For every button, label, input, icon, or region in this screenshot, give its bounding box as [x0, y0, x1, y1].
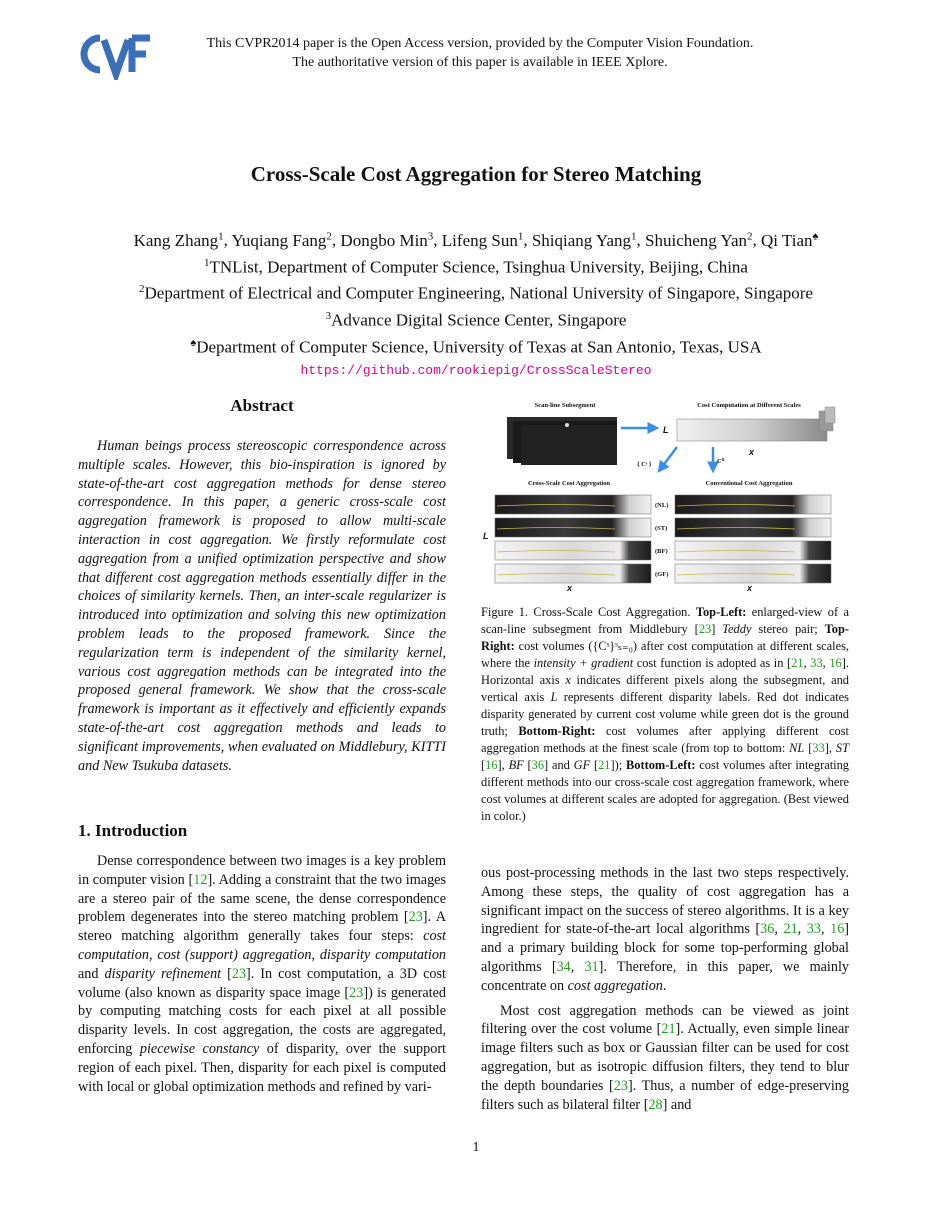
author-name: Shiqiang Yang$^1$	[531, 230, 637, 250]
citation-link[interactable]: 33	[812, 741, 825, 755]
axis-x-top: x	[749, 447, 755, 457]
multiscale-cost-volume	[677, 407, 835, 441]
fig-label-conventional: Conventional Cost Aggregation	[705, 480, 793, 487]
paper-title: Cross-Scale Cost Aggregation for Stereo Matching	[250, 162, 702, 186]
axis-x-bottom-left: x	[567, 583, 573, 593]
fig-label-cross-scale: Cross-Scale Cost Aggregation	[527, 480, 611, 487]
abstract-text: Human beings process stereoscopic correspondence across multiple scales. However, this bio-inspiration is ignored by state-of-the-art cost aggregation methods for dense stereo correspondence. In this paper, a generic cross-scale cost aggregation framework is proposed to allow multi-scale interaction in cost aggregation. We firstly reformulate cost aggregation from a unified optimization perspective and show that different cost aggregation methods essentially differ in the choices of similarity kernels. Then, an inter-scale regularizer is introduced into optimization and solving this new optimization problem leads to the proposed framework. Since the regularization term is independent of the similarity kernel, various cost aggregation methods can be integrated into the proposed general framework. We show that the cross-scale framework is important as it effectively and efficiently expands state-of-the-art cost aggregation methods and leads to significant improvements, when evaluated on Middlebury, KITTI and New Tsukuba datasets.	[78, 438, 446, 774]
affiliation-list	[0, 252, 952, 359]
arrow-to-cross-scale	[659, 447, 677, 471]
citation-link[interactable]: 16	[830, 921, 845, 938]
emphasis-text: x	[565, 673, 571, 687]
affiliation-line: $^2$Department of Electrical and Computer Engineering, National University of Singapore, Singapore	[139, 283, 813, 303]
emphasis-text: ST	[835, 741, 849, 755]
emphasis-text: cost computation	[78, 928, 446, 963]
author-affiliation-mark: 3	[427, 230, 434, 242]
author-affiliation-mark: 1	[517, 230, 524, 242]
emphasis-text: disparity computation	[319, 946, 447, 963]
citation-link[interactable]: 23	[349, 984, 364, 1001]
author-name: Lifeng Sun$^1$	[441, 230, 524, 250]
right-paragraph-2: Most cost aggregation methods can be viewed as joint filtering over the cost volume [21]. Actually, even simple linear image filters such as box or Gaussian filter can be used for cost aggregation, but as isotropic diffusion filters, they tend to blur the depth boundaries [23]. Thus, a number of edge-preserving filters such as bilateral filter [28] and	[481, 1002, 849, 1113]
citation-link[interactable]: 31	[584, 958, 599, 975]
emphasis-text: NL	[789, 741, 805, 755]
axis-l-top: L	[663, 425, 669, 435]
label-cs-volumes: { Cˢ }	[637, 461, 652, 468]
citation-link[interactable]: 21	[661, 1021, 676, 1038]
author-list: Kang Zhang$^1$, Yuqiang Fang$^2$, Dongbo Min$^3$, Lifeng Sun$^1$, Shiqiang Yang$^1$, Shuicheng Yan$^2$, Qi Tian♠	[133, 230, 819, 250]
bold-label: Bottom-Left:	[626, 758, 696, 772]
code-url-link[interactable]: https://github.com/rookiepig/CrossScaleStereo	[300, 363, 652, 379]
author-name: Kang Zhang$^1$	[133, 230, 224, 250]
bold-label: Top-Right:	[481, 622, 849, 653]
author-affiliation-mark: 1	[631, 230, 637, 242]
page-number: 1	[472, 1140, 480, 1155]
affiliation-line: $^1$TNList, Department of Computer Science, Tsinghua University, Beijing, China	[204, 256, 748, 277]
label-c0-volume: C⁰	[717, 458, 725, 465]
emphasis-text: piecewise constancy	[139, 1040, 260, 1057]
author-name: Qi Tian♠	[761, 230, 819, 250]
citation-link[interactable]: 23	[408, 909, 423, 926]
open-access-banner	[160, 34, 800, 72]
citation-link[interactable]: 16	[829, 656, 842, 670]
citation-link[interactable]: 23	[613, 1077, 628, 1094]
affiliation-mark: ♠	[190, 336, 197, 349]
cvf-logo	[78, 30, 154, 80]
right-column-body	[481, 864, 849, 1114]
aggregated-cost-volumes	[495, 495, 831, 583]
affiliation-mark: 2	[139, 283, 145, 296]
affiliation-mark: 3	[325, 309, 332, 322]
axis-l-bottom: L	[483, 531, 489, 541]
citation-link[interactable]: 36	[531, 758, 545, 772]
emphasis-text: GF	[573, 758, 591, 772]
method-label: (BF)	[655, 548, 668, 555]
banner-line-1: This CVPR2014 paper is the Open Access version, provided by the Computer Vision Foundation.	[206, 36, 754, 51]
bold-label: Top-Left:	[695, 605, 747, 619]
intro-paragraph-1: Dense correspondence between two images is a key problem in computer vision [12]. Adding a constraint that the two images are a stereo pair of the same scene, the dense correspondence problem degenerates into the stereo matching problem [23]. A stereo matching algorithm generally takes four steps: cost computation, cost (support) aggregation, disparity computation and disparity refinement [23]. In cost computation, a 3D cost volume (also known as disparity space image [23]) is generated by computing matching costs for each pixel at all possible disparity levels. In cost aggregation, the costs are aggregated, enforcing piecewise constancy of disparity, over the support region of each pixel. Then, disparity for each pixel is computed with local or global optimization methods and refined by vari-	[78, 853, 447, 1095]
method-label: (NL)	[655, 502, 669, 509]
author-affiliation-mark: ♠	[812, 230, 819, 242]
abstract-body	[78, 437, 446, 775]
emphasis-text: Teddy	[722, 622, 752, 636]
citation-link[interactable]: 12	[193, 871, 208, 888]
fig-label-cost-computation: Cost Computation at Different Scales	[697, 402, 801, 409]
method-label: (ST)	[655, 525, 668, 532]
citation-link[interactable]: 33	[810, 656, 823, 670]
citation-link[interactable]: 28	[648, 1096, 663, 1113]
intro-heading: 1. Introduction	[78, 821, 188, 840]
right-paragraph-1: ous post-processing methods in the last two steps respectively. Among these steps, the quality of cost aggregation has a significant impact on the success of stereo algorithms. It is a key ingredient for state-of-the-art local algorithms [36, 21, 33, 16] and a primary building block for some top-performing global algorithms [34, 31]. Therefore, in this paper, we mainly concentrate on cost aggregation.	[481, 865, 850, 994]
intro-body	[78, 852, 446, 1096]
author-name: Shuicheng Yan$^2$	[645, 230, 753, 250]
figure-1-caption: Figure 1. Cross-Scale Cost Aggregation. Top-Left: enlarged-view of a scan-line subsegment from Middlebury [23] Teddy stereo pair; Top-Right: cost volumes ({Cˢ}ˢₛ₌₀) after cost computation at different scales, where the intensity + gradient cost function is adopted as in [21, 33, 16]. Horizontal axis x indicates different pixels along the subsegment, and vertical axis L represents different disparity labels. Red dot indicates disparity generated by current cost volume while green dot is the ground truth; Bottom-Right: cost volumes after applying different cost aggregation methods at the finest scale (from top to bottom: NL [33], ST [16], BF [36] and GF [21]); Bottom-Left: cost volumes after integrating different methods into our cross-scale cost aggregation framework, where cost volumes at different scales are adopted for aggregation. (Best viewed in color.)	[481, 605, 850, 823]
citation-link[interactable]: 23	[698, 622, 712, 636]
affiliation-mark: 1	[204, 256, 210, 269]
fig-label-scanline: Scan-line Subsegment	[534, 402, 596, 409]
emphasis-text: intensity + gradient	[533, 656, 634, 670]
citation-link[interactable]: 23	[231, 965, 247, 982]
author-affiliation-mark: 2	[326, 230, 332, 242]
method-label: (GF)	[655, 571, 669, 578]
author-name: Yuqiang Fang$^2$	[231, 230, 332, 250]
author-name: Dongbo Min$^3$	[340, 230, 434, 250]
author-affiliation-mark: 1	[218, 230, 224, 242]
emphasis-text: BF	[508, 758, 524, 772]
citation-link[interactable]: 21	[791, 656, 804, 670]
emphasis-text: disparity refinement	[104, 965, 222, 982]
scanline-subsegment-image	[507, 417, 617, 465]
citation-link[interactable]: 21	[598, 758, 611, 772]
citation-link[interactable]: 33	[806, 921, 821, 938]
abstract-heading: Abstract	[230, 396, 294, 415]
emphasis-text: L	[550, 690, 558, 704]
citation-link[interactable]: 16	[485, 758, 498, 772]
affiliation-line: ♠Department of Computer Science, University of Texas at San Antonio, Texas, USA	[190, 336, 762, 357]
author-block	[0, 225, 952, 382]
affiliation-line: $^3$Advance Digital Science Center, Singapore	[325, 309, 627, 330]
figure-1	[481, 397, 849, 593]
author-affiliation-mark: 2	[747, 230, 753, 242]
citation-link[interactable]: 34	[556, 958, 571, 975]
banner-line-2: The authoritative version of this paper is available in IEEE Xplore.	[292, 55, 668, 70]
emphasis-text: cost (support) aggregation	[157, 946, 312, 963]
citation-link[interactable]: 36	[760, 921, 775, 938]
axis-x-bottom-right: x	[747, 583, 753, 593]
bold-label: Bottom-Right:	[518, 724, 596, 738]
citation-link[interactable]: 21	[783, 921, 798, 938]
emphasis-text: cost aggregation	[567, 977, 663, 994]
